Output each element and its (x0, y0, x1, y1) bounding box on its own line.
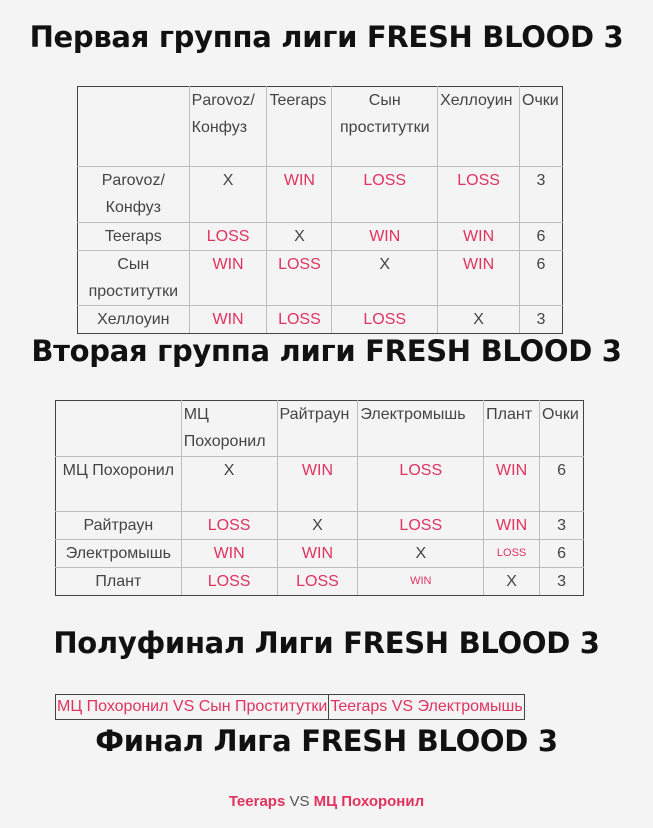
result-cell: X (189, 167, 267, 223)
header-cell: Teeraps (267, 87, 332, 167)
result-cell: WIN (484, 457, 540, 512)
result-cell: LOSS (438, 167, 520, 223)
result-cell: WIN (438, 223, 520, 251)
final-player-1: Teeraps (228, 793, 286, 810)
header-cell: Хеллоуин (438, 87, 520, 167)
header-cell (56, 401, 182, 457)
table-header-row (78, 87, 563, 167)
result-cell: WIN (189, 251, 267, 306)
final-vs: VS (289, 793, 310, 810)
row-name: Сын проститутки (78, 251, 190, 306)
final-title: Финал Лига FRESH BLOOD 3 (95, 724, 558, 758)
points-cell: 6 (520, 223, 563, 251)
table-row (78, 251, 563, 306)
result-cell: LOSS (277, 568, 358, 596)
header-cell: Сын проститутки (332, 87, 438, 167)
row-name: Parovoz/ Конфуз (78, 167, 190, 223)
table-row (56, 695, 525, 720)
result-cell: LOSS (332, 167, 438, 223)
row-name: МЦ Похоронил (56, 457, 182, 512)
semifinal-table (55, 694, 525, 720)
row-name: Электромышь (56, 540, 182, 568)
table-header-row (56, 401, 584, 457)
points-cell: 3 (540, 568, 584, 596)
group2-title: Вторая группа лиги FRESH BLOOD 3 (31, 334, 622, 368)
row-name: Плант (56, 568, 182, 596)
points-cell: 3 (520, 306, 563, 334)
result-cell: X (332, 251, 438, 306)
result-cell: LOSS (267, 306, 332, 334)
group2-table (55, 400, 584, 596)
result-cell: WIN (484, 512, 540, 540)
header-cell: МЦ Похоронил (181, 401, 277, 457)
result-cell: WIN (438, 251, 520, 306)
result-cell: WIN (181, 540, 277, 568)
result-cell: LOSS (181, 512, 277, 540)
table-row (56, 457, 584, 512)
table-row (56, 512, 584, 540)
header-cell: Плант (484, 401, 540, 457)
final-player-2: МЦ Похоронил (313, 793, 425, 810)
group1-table (77, 86, 563, 334)
table-row (56, 568, 584, 596)
result-cell: X (277, 512, 358, 540)
final-match (0, 793, 653, 810)
points-cell: 3 (520, 167, 563, 223)
result-cell: LOSS (332, 306, 438, 334)
header-cell: Parovoz/ Конфуз (189, 87, 267, 167)
header-cell: Электромышь (358, 401, 484, 457)
result-cell: LOSS (484, 540, 540, 568)
row-name: Хеллоуин (78, 306, 190, 334)
points-cell: 6 (520, 251, 563, 306)
header-cell: Очки (540, 401, 584, 457)
points-cell: 6 (540, 540, 584, 568)
table-row (56, 540, 584, 568)
result-cell: X (484, 568, 540, 596)
result-cell: X (181, 457, 277, 512)
row-name: Райтраун (56, 512, 182, 540)
semifinal-match: МЦ Похоронил VS Сын Проститутки (56, 695, 329, 720)
result-cell: LOSS (358, 457, 484, 512)
result-cell: WIN (267, 167, 332, 223)
table-row (78, 306, 563, 334)
header-cell (78, 87, 190, 167)
result-cell: X (358, 540, 484, 568)
table-row (78, 167, 563, 223)
result-cell: X (267, 223, 332, 251)
points-cell: 6 (540, 457, 584, 512)
result-cell: LOSS (358, 512, 484, 540)
points-cell: 3 (540, 512, 584, 540)
result-cell: LOSS (181, 568, 277, 596)
result-cell: WIN (277, 540, 358, 568)
result-cell: LOSS (267, 251, 332, 306)
row-name: Teeraps (78, 223, 190, 251)
result-cell: WIN (332, 223, 438, 251)
table-row (78, 223, 563, 251)
semifinal-match: Teeraps VS Электромышь (329, 695, 524, 720)
group1-title: Первая группа лиги FRESH BLOOD 3 (29, 20, 624, 54)
header-cell: Очки (520, 87, 563, 167)
result-cell: X (438, 306, 520, 334)
semifinal-title: Полуфинал Лиги FRESH BLOOD 3 (53, 626, 600, 660)
result-cell: WIN (189, 306, 267, 334)
result-cell: WIN (277, 457, 358, 512)
result-cell: WIN (358, 568, 484, 596)
result-cell: LOSS (189, 223, 267, 251)
header-cell: Райтраун (277, 401, 358, 457)
